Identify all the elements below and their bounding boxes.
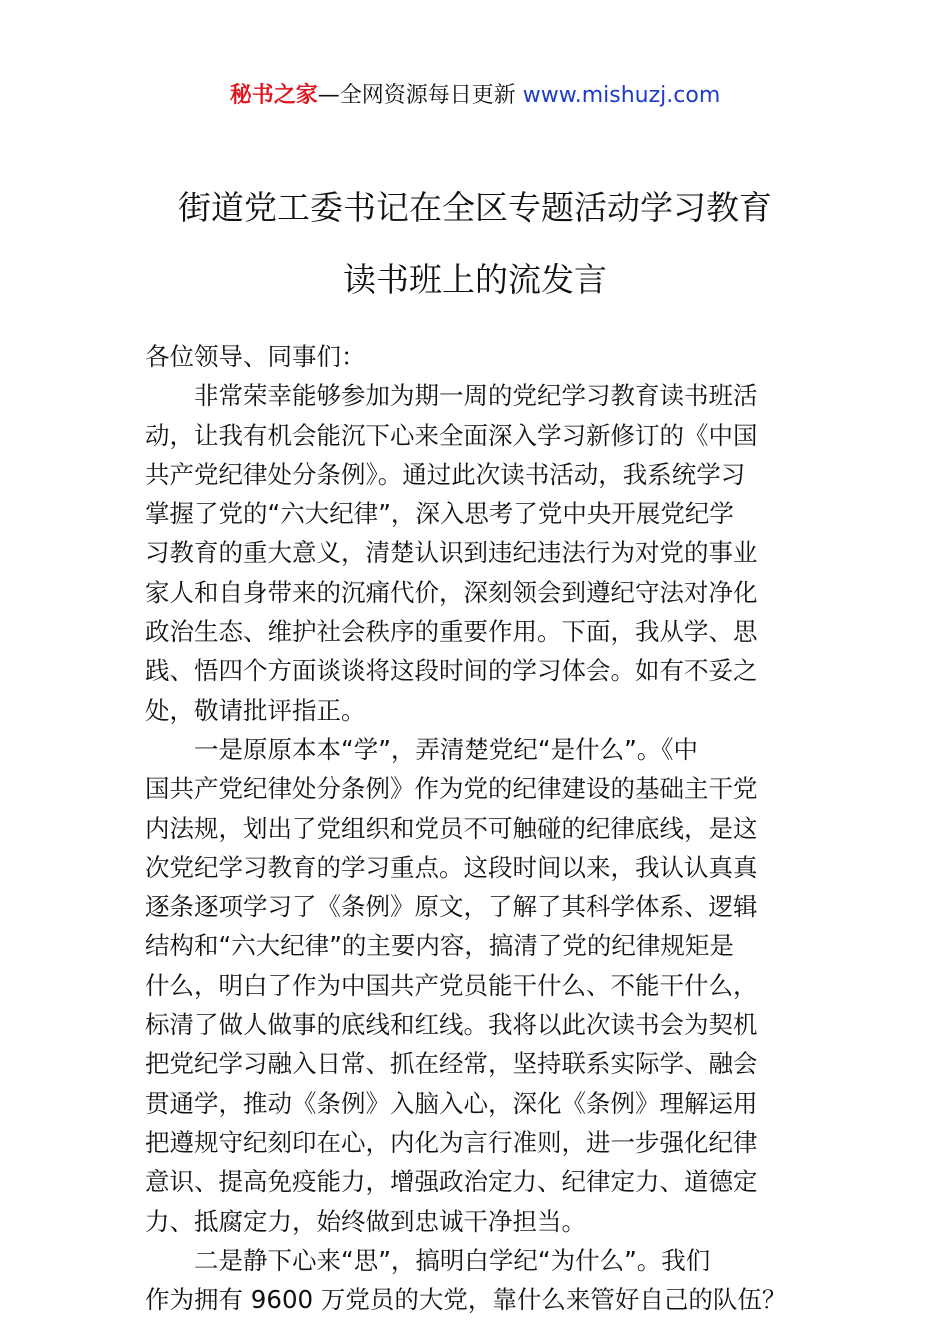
body-line: 动，让我有机会能沉下心来全面深入学习新修订的《中国 xyxy=(145,420,758,450)
body-line: 处，敬请批评指正。 xyxy=(145,695,366,725)
body-line: 贯通学，推动《条例》入脑入心，深化《条例》理解运用 xyxy=(145,1088,758,1118)
body-line: 作为拥有 9600 万党员的大党，靠什么来管好自己的队伍？ xyxy=(145,1285,787,1315)
site-brand: 秘书之家 xyxy=(229,83,318,108)
body-line: 把党纪学习融入日常、抓在经常，坚持联系实际学、融会 xyxy=(145,1049,758,1079)
body-line: 力、抵腐定力，始终做到忠诚干净担当。 xyxy=(145,1206,586,1236)
document-title xyxy=(0,172,950,316)
site-slogan: —全网资源每日更新 xyxy=(317,83,516,108)
body-line: 内法规，划出了党组织和党员不可触碰的纪律底线，是这 xyxy=(145,813,758,843)
body-line: 什么，明白了作为中国共产党员能干什么、不能干什么， xyxy=(145,970,758,1000)
body-line: 国共产党纪律处分条例》作为党的纪律建设的基础主干党 xyxy=(145,774,758,804)
document-body xyxy=(145,337,809,1319)
body-line: 非常荣幸能够参加为期一周的党纪学习教育读书班活 xyxy=(194,381,758,411)
body-line: 家人和自身带来的沉痛代价，深刻领会到遵纪守法对净化 xyxy=(145,577,758,607)
body-line: 共产党纪律处分条例》。通过此次读书活动，我系统学习 xyxy=(145,459,746,489)
body-line: 掌握了党的“六大纪律”，深入思考了党中央开展党纪学 xyxy=(145,499,734,529)
body-line: 标清了做人做事的底线和红线。我将以此次读书会为契机 xyxy=(145,1010,758,1040)
body-line: 二是静下心来“思”，搞明白学纪“为什么”。我们 xyxy=(194,1245,711,1275)
body-line: 习教育的重大意义，清楚认识到违纪违法行为对党的事业 xyxy=(145,538,758,568)
document-title-line-1: 街道党工委书记在全区专题活动学习教育 xyxy=(178,188,772,227)
body-line: 一是原原本本“学”，弄清楚党纪“是什么”。《中 xyxy=(194,734,699,764)
body-line: 次党纪学习教育的学习重点。这段时间以来，我认认真真 xyxy=(145,852,758,882)
body-line: 逐条逐项学习了《条例》原文，了解了其科学体系、逻辑 xyxy=(145,892,758,922)
site-header xyxy=(0,80,950,112)
site-url-link[interactable]: www.mishuzj.com xyxy=(522,83,721,108)
salutation: 各位领导、同事们： xyxy=(145,342,366,371)
body-line: 践、悟四个方面谈谈将这段时间的学习体会。如有不妥之 xyxy=(145,656,758,686)
body-line: 把遵规守纪刻印在心，内化为言行准则，进一步强化纪律 xyxy=(145,1127,758,1157)
body-line: 意识、提高免疫能力，增强政治定力、纪律定力、道德定 xyxy=(145,1167,758,1197)
body-line: 政治生态、维护社会秩序的重要作用。下面，我从学、思 xyxy=(145,617,758,647)
body-line: 结构和“六大纪律”的主要内容，搞清了党的纪律规矩是 xyxy=(145,931,734,961)
document-title-line-2: 读书班上的流发言 xyxy=(343,260,607,299)
